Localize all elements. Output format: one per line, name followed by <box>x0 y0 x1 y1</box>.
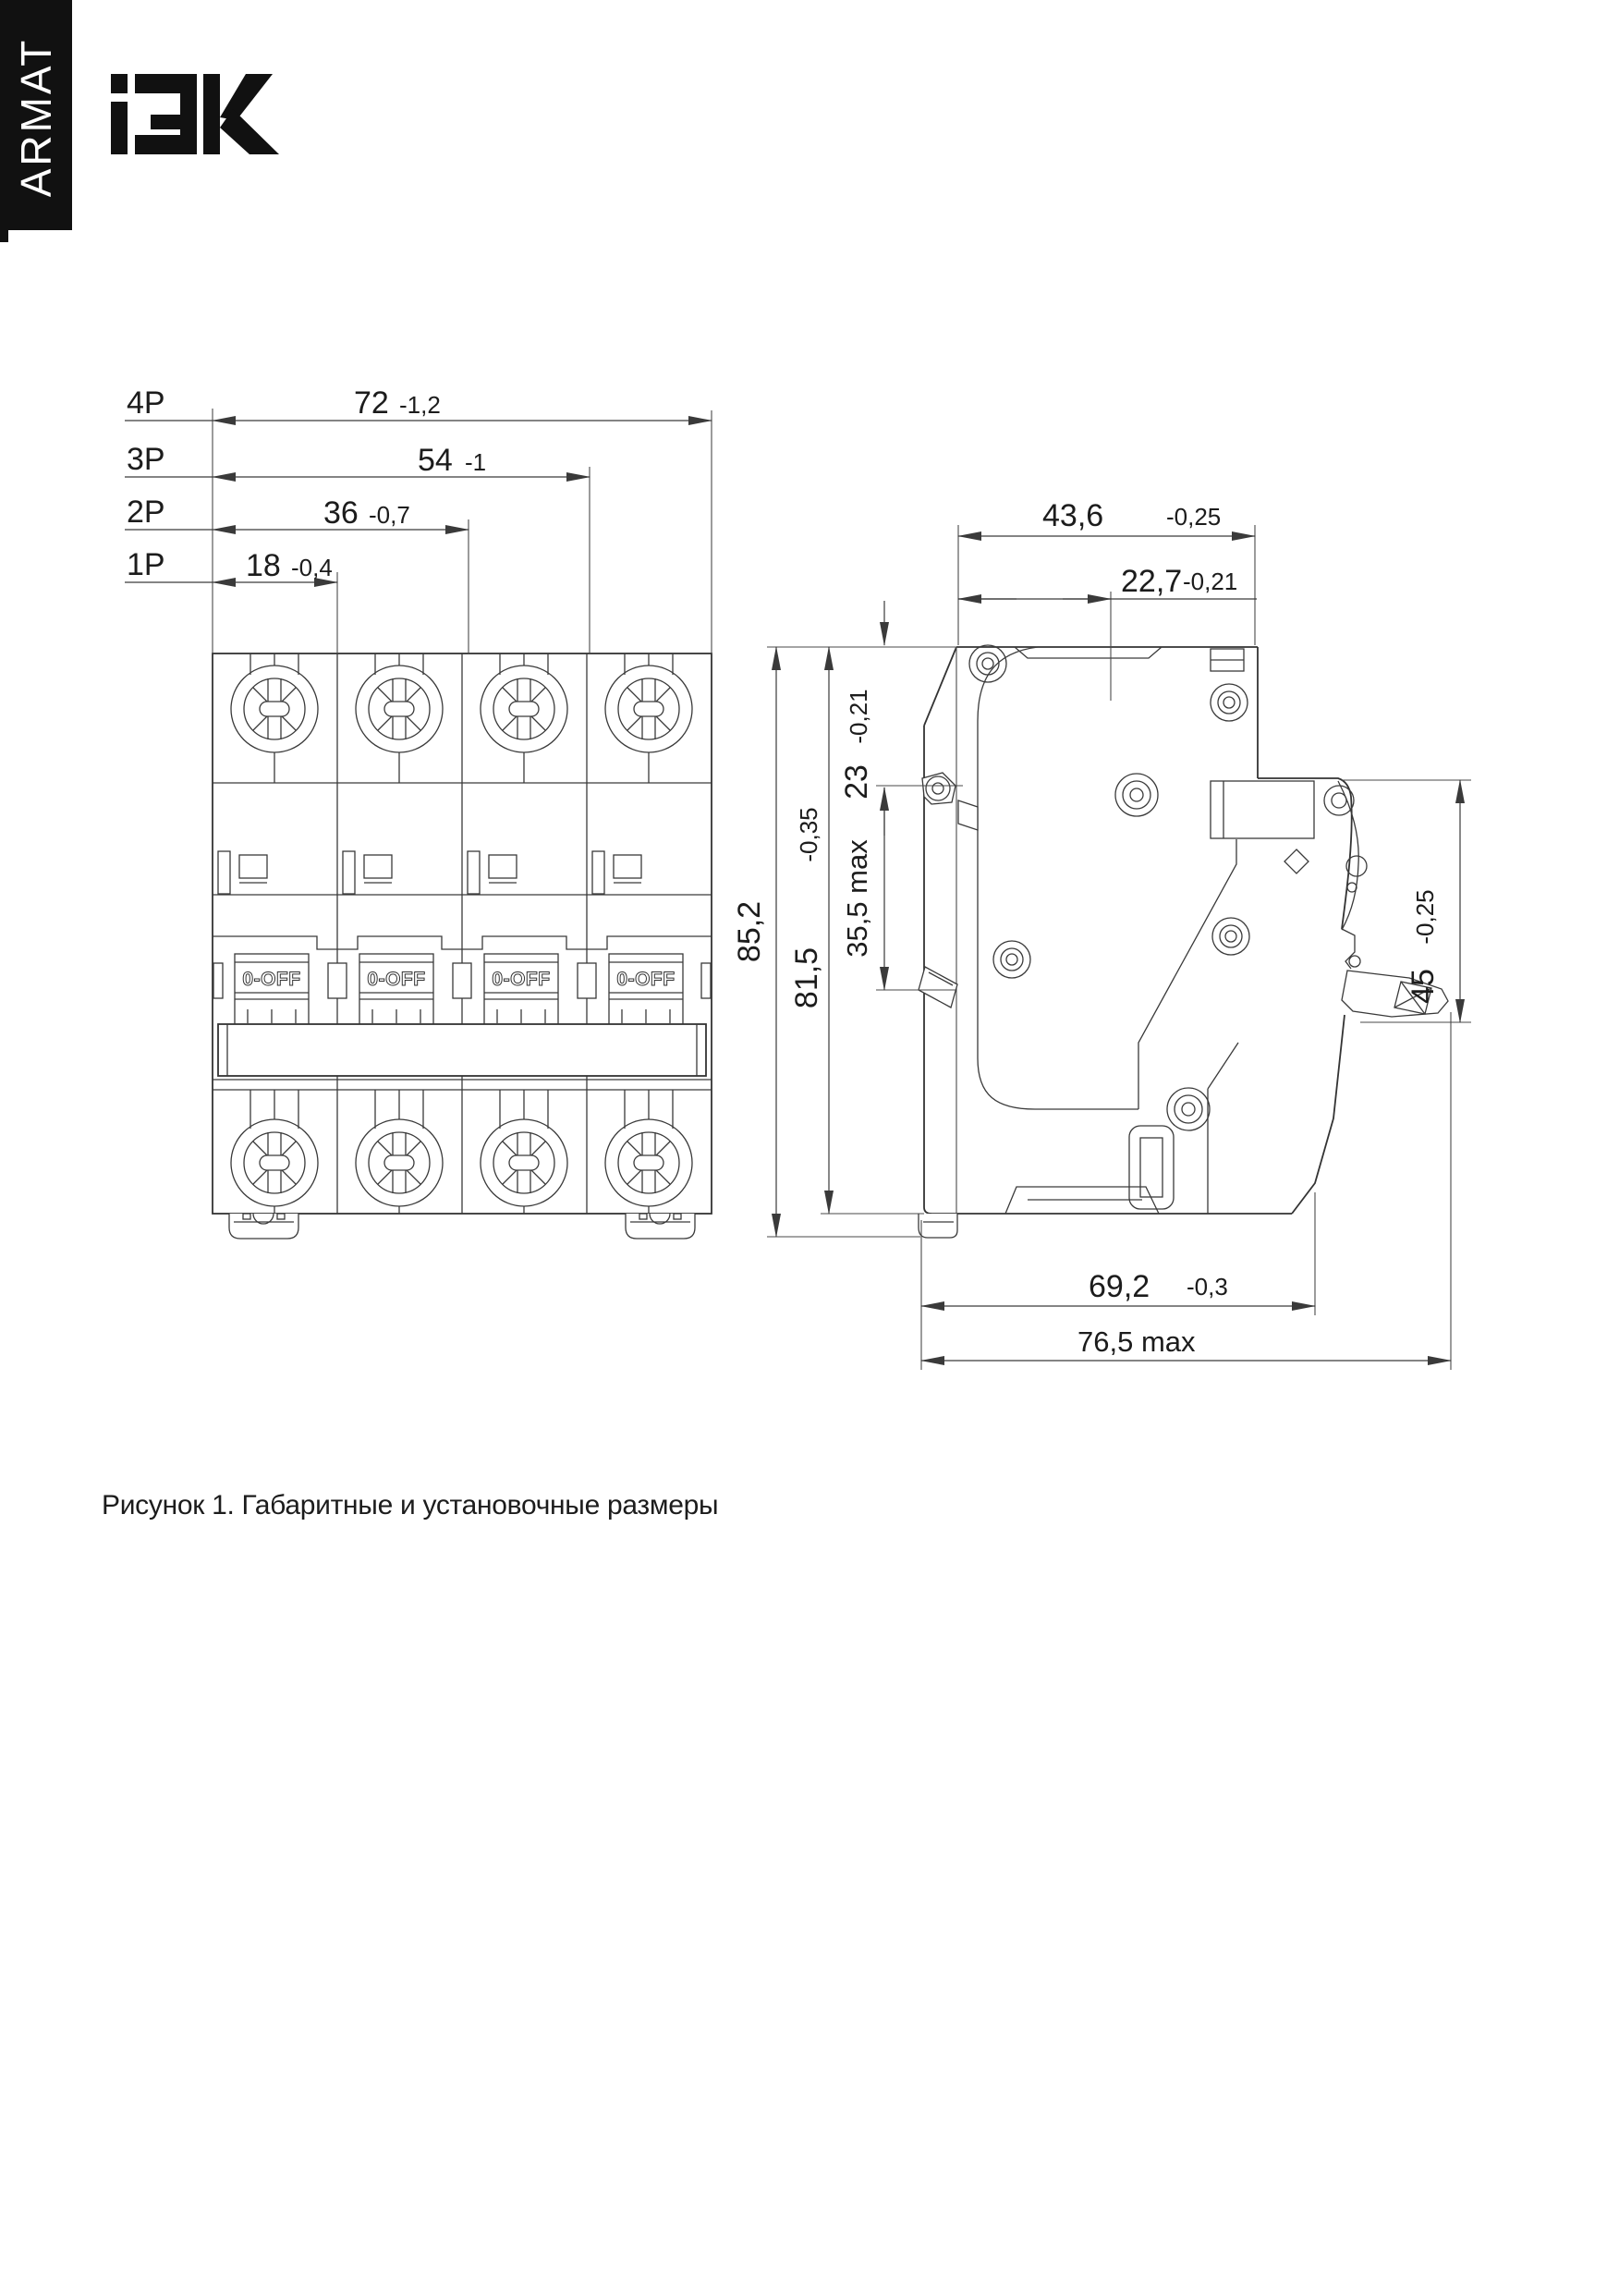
housing-window <box>1211 781 1314 838</box>
iek-logo-icon <box>111 74 279 154</box>
housing-rivet-icon <box>1167 1088 1210 1130</box>
front-latch <box>958 800 978 830</box>
dim-top-width-value: 43,6 <box>1042 498 1104 533</box>
housing-rivet-icon <box>1115 774 1158 816</box>
page-edge-mark <box>0 230 8 242</box>
dim-height-body-value: 81,5 <box>789 946 824 1009</box>
dim-rail-span-value: 45 <box>1406 969 1441 1004</box>
pole-label-4p: 4P <box>127 385 165 421</box>
side-dimensions <box>732 498 1471 1370</box>
housing-rivet-icon <box>993 941 1030 978</box>
toggle-switch <box>609 954 683 1026</box>
toggle-switch <box>359 954 433 1026</box>
housing-rivet-icon <box>1212 918 1249 955</box>
dim-top-offset-value: 23 <box>839 764 874 800</box>
din-clip-tab <box>229 1214 298 1239</box>
dim-depth-body-tolerance: -0,3 <box>1187 1273 1228 1301</box>
dim-front-width-tolerance: -0,21 <box>1183 568 1238 595</box>
dim-height-total-value: 85,2 <box>732 900 767 963</box>
housing-rivet-icon <box>969 645 1006 682</box>
side-view <box>919 645 1448 1238</box>
dim-depth-body-value: 69,2 <box>1089 1269 1150 1304</box>
trip-bar <box>218 1024 706 1076</box>
dim-top-width-tolerance: -0,25 <box>1166 503 1222 531</box>
dim-4p-tolerance: -1,2 <box>399 391 441 419</box>
dim-3p-value: 54 <box>418 443 453 478</box>
brand-corner <box>0 0 72 242</box>
front-view <box>213 653 712 1239</box>
dim-1p-tolerance: -0,4 <box>291 554 333 581</box>
toggle-switch <box>235 954 309 1026</box>
front-dimensions <box>125 385 712 653</box>
dim-front-width-value: 22,7 <box>1121 564 1183 599</box>
din-clip-tab-side <box>919 1214 957 1238</box>
dim-depth-max: 76,5 max <box>1077 1325 1196 1358</box>
brand-vertical-label: ARMAT <box>12 37 60 198</box>
pole-label-1p: 1P <box>127 547 165 582</box>
housing-rivet-icon <box>1211 684 1248 721</box>
dim-3p-tolerance: -1 <box>465 448 487 476</box>
pole-label-2p: 2P <box>127 495 165 530</box>
din-clip-tab <box>626 1214 695 1239</box>
diamond-detail <box>1284 849 1309 873</box>
toggle-switch <box>484 954 558 1026</box>
dim-height-body-tolerance: -0,35 <box>795 807 822 862</box>
dim-lever-max: 35,5 max <box>841 839 873 958</box>
dim-top-offset-tolerance: -0,21 <box>845 689 872 744</box>
dim-2p-tolerance: -0,7 <box>369 501 410 529</box>
dim-1p-value: 18 <box>246 548 281 583</box>
dim-rail-span-tolerance: -0,25 <box>1411 889 1439 945</box>
dim-4p-value: 72 <box>354 385 389 421</box>
dim-2p-value: 36 <box>323 495 359 531</box>
pole-label-3p: 3P <box>127 442 165 477</box>
figure-caption: Рисунок 1. Габаритные и установочные размеры <box>102 1490 719 1520</box>
